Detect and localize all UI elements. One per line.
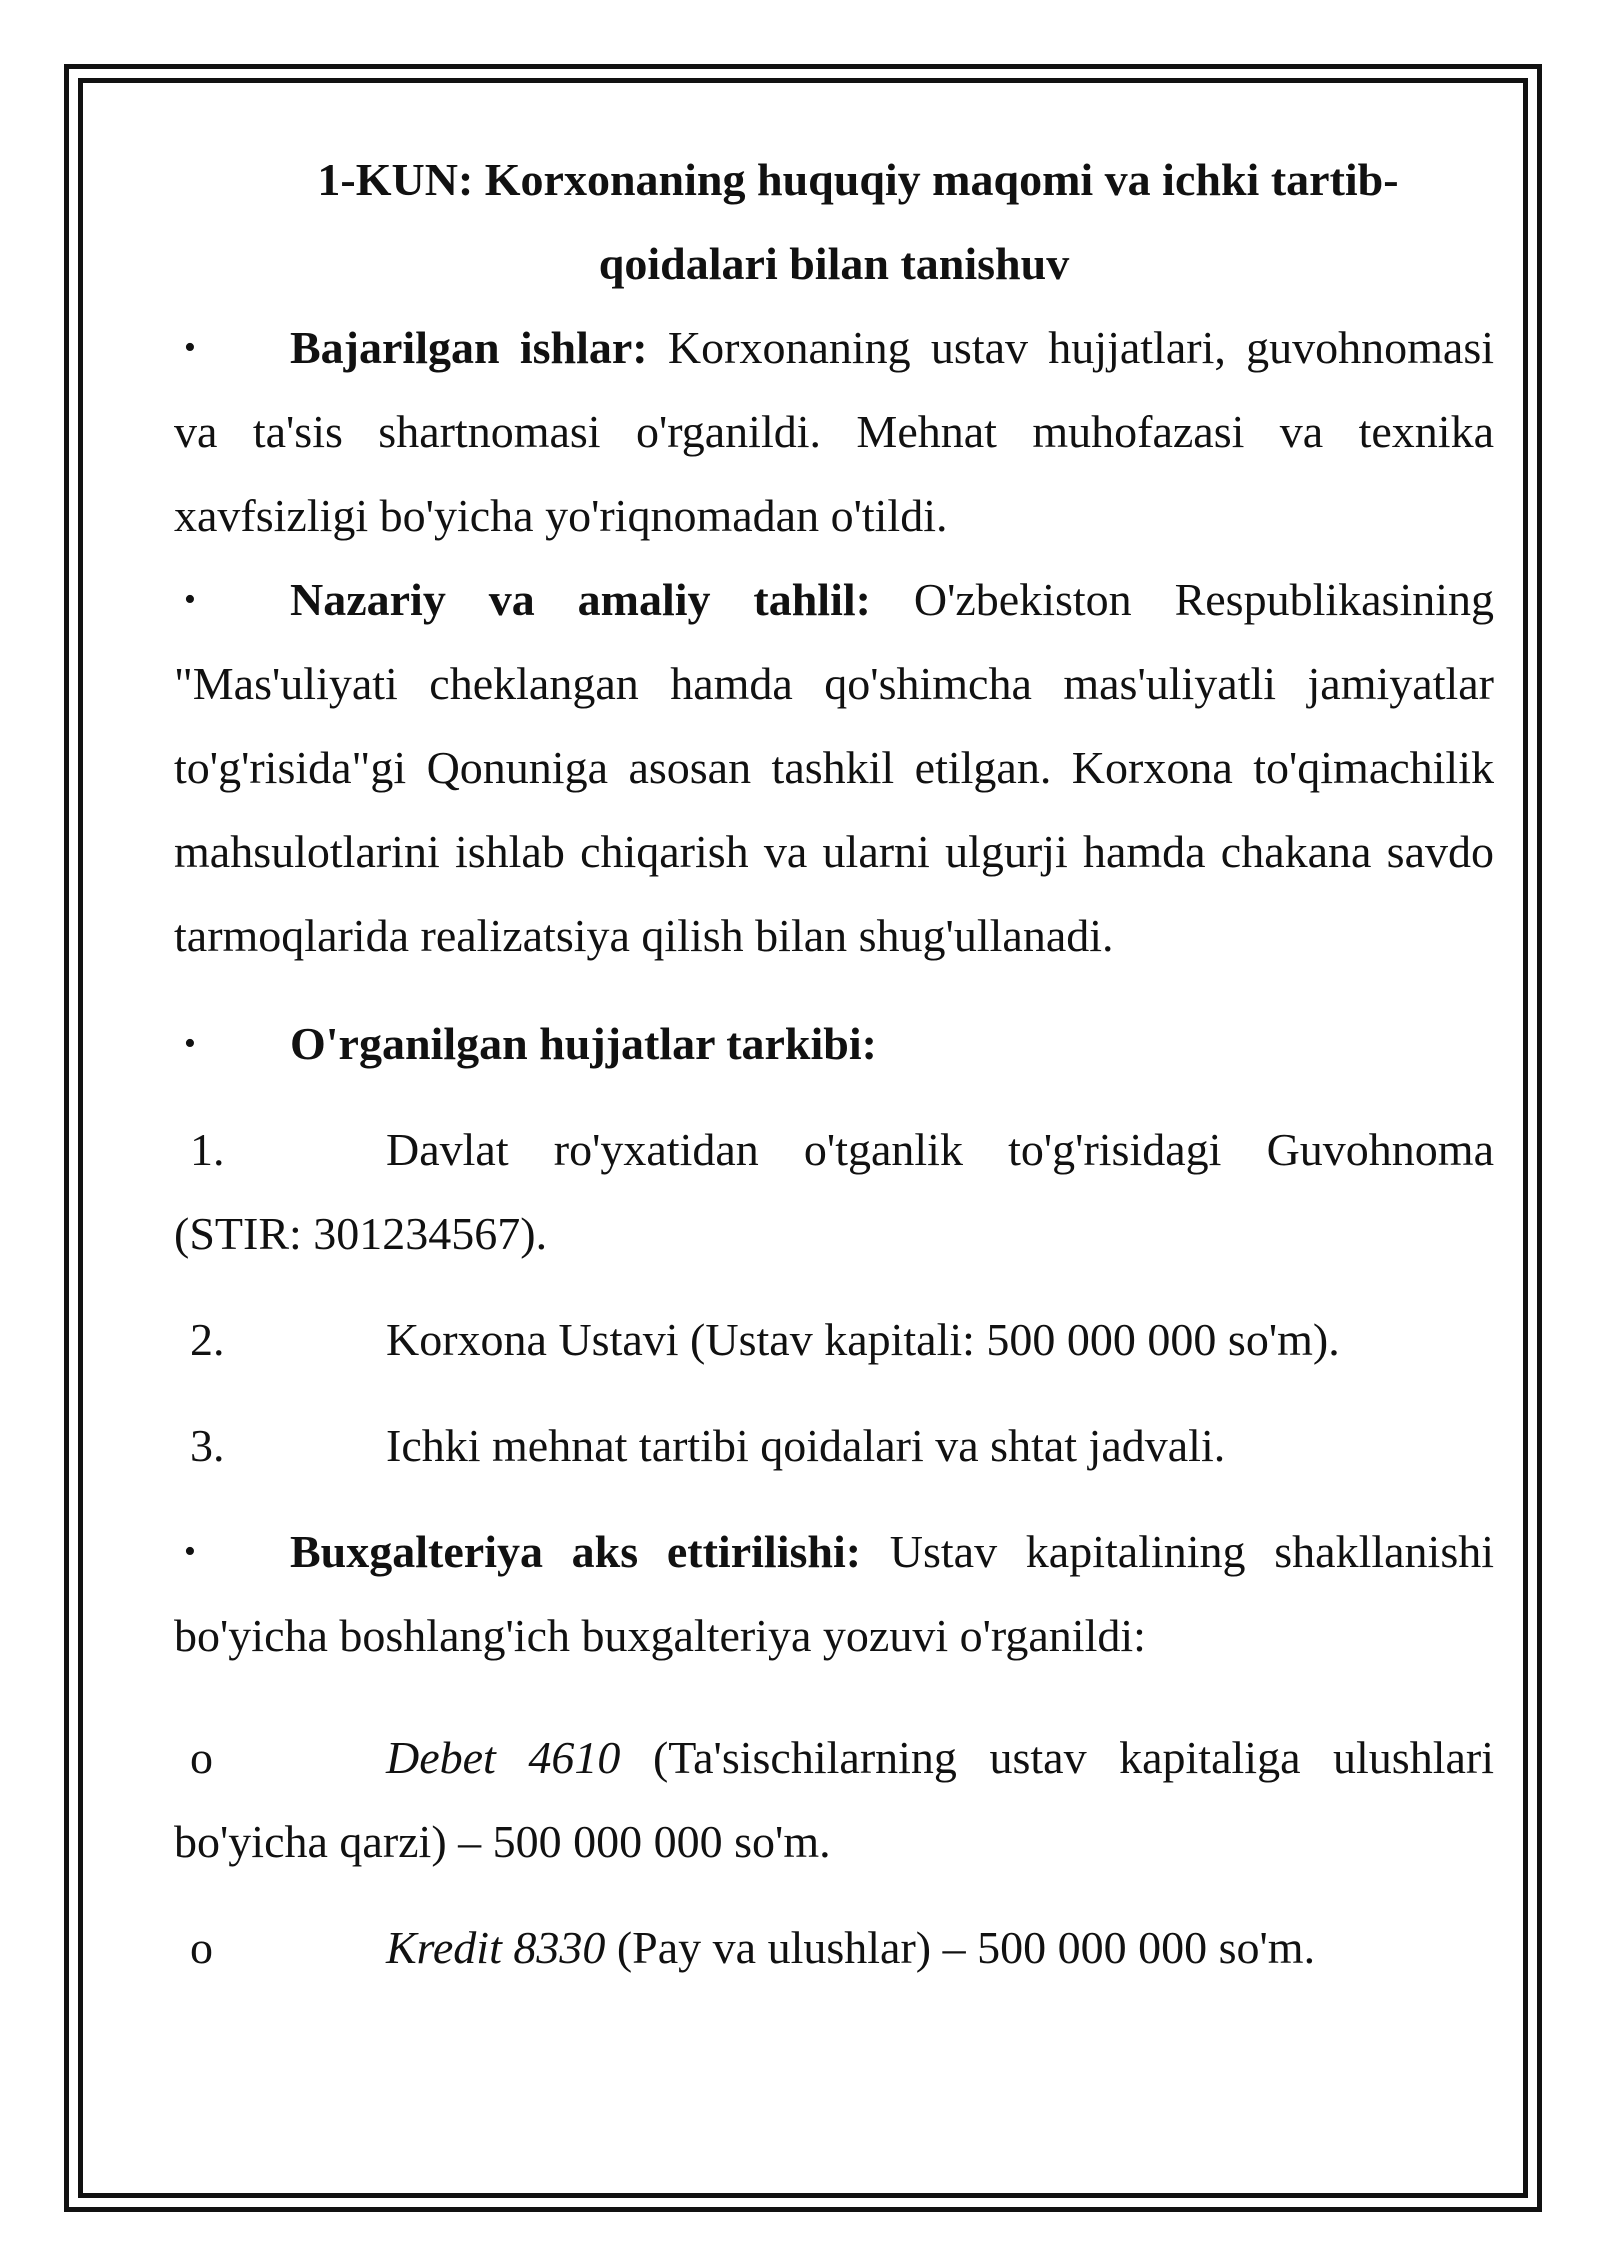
bullet-icon: • (184, 329, 196, 366)
section-accounting (174, 1510, 1494, 1678)
item-number: 3. (190, 1420, 225, 1471)
numbered-item (174, 1298, 1494, 1382)
entry-text: (Ta'sischilarning ustav kapitaliga ulushlari bo'yicha qarzi) – 500 000 000 so'm. (174, 1732, 1495, 1867)
numbered-item (174, 1404, 1494, 1488)
section-text: O'zbekiston Respublikasining "Mas'uliyati cheklangan hamda qo'shimcha mas'uliyatli jamiyatlar to'g'risida"gi Qonuniga asosan tashkil etilgan. Korxona to'qimachilik mahsulotlarini ishlab chiqarish va ularni ulgurji hamda chakana savdo tarmoqlarida realizatsiya qilish bilan shug'ullanadi. (174, 574, 1495, 961)
section-label: O'rganilgan hujjatlar tarkibi: (290, 1018, 877, 1069)
item-text: Ichki mehnat tartibi qoidalari va shtat jadvali. (386, 1420, 1226, 1471)
item-number: 2. (190, 1314, 225, 1365)
title-line-1: 1-KUN: Korxonaning huquqiy maqomi va ichki tartib- (317, 154, 1399, 205)
item-text: Davlat ro'yxatidan o'tganlik to'g'risidagi Guvohnoma (STIR: 301234567). (174, 1124, 1494, 1259)
item-text: Korxona Ustavi (Ustav kapitali: 500 000 000 so'm). (386, 1314, 1340, 1365)
title-line-2: qoidalari bilan tanishuv (598, 238, 1070, 289)
section-documents-studied (174, 1002, 1494, 1086)
section-label: Bajarilgan ishlar: (290, 322, 648, 373)
accounting-entry-credit (174, 1906, 1494, 1990)
numbered-item (174, 1108, 1494, 1276)
item-number: 1. (190, 1124, 225, 1175)
section-label: Nazariy va amaliy tahlil: (290, 574, 871, 625)
section-completed-work (174, 306, 1494, 558)
bullet-icon: • (184, 1025, 196, 1062)
accounting-entry-debit (174, 1716, 1494, 1884)
entry-marker: o (190, 1732, 213, 1783)
section-text: Korxonaning ustav hujjatlari, guvohnomasi va ta'sis shartnomasi o'rganildi. Mehnat muhofazasi va texnika xavfsizligi bo'yicha yo'riqnomadan o'tildi. (174, 322, 1494, 541)
section-label: Buxgalteriya aks ettirilishi: (290, 1526, 862, 1577)
bullet-icon: • (184, 1533, 196, 1570)
entry-text: (Pay va ulushlar) – 500 000 000 so'm. (616, 1922, 1316, 1973)
document-body (174, 138, 1494, 1990)
bullet-icon: • (184, 581, 196, 618)
section-analysis (174, 558, 1494, 978)
document-title (174, 138, 1494, 306)
entry-account: Kredit 8330 (386, 1922, 606, 1973)
section-text: Ustav kapitalining shakllanishi bo'yicha boshlang'ich buxgalteriya yozuvi o'rganildi: (174, 1526, 1495, 1661)
entry-marker: o (190, 1922, 213, 1973)
entry-account: Debet 4610 (386, 1732, 621, 1783)
